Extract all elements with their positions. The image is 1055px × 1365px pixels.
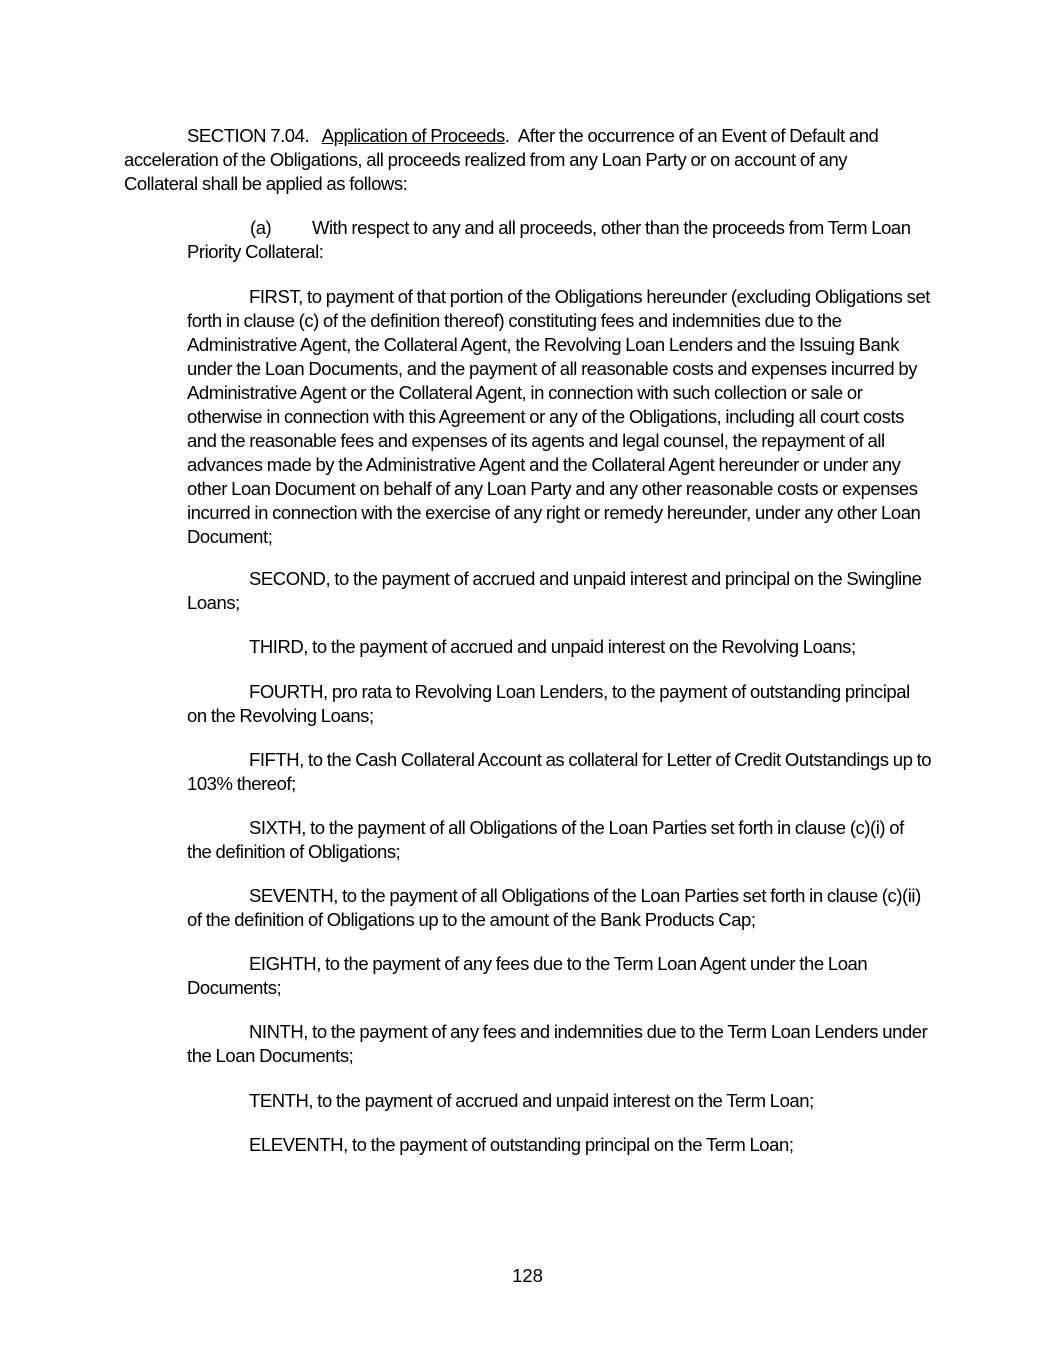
section-heading: Application of Proceeds (321, 125, 505, 146)
priority-item-first: FIRST, to payment of that portion of the Obligations hereunder (excluding Obligations set forth in clause (c) of the definition thereof) constituting fees and indemnities due to the Administrative Agent, the Collateral Agent, the Revolving Loan Lenders and the Issuing Bank under the Loan Documents, and the payment of all reasonable costs and expenses incurred by Administrative Agent or the Collateral Agent, in connection with such collection or sale or otherwise in connection with this Agreement or any of the Obligations, including all court costs and the reasonable fees and expenses of its agents and legal counsel, the repayment of all advances made by the Administrative Agent and the Collateral Agent hereunder or under any other Loan Document on behalf of any Loan Party and any other reasonable costs or expenses incurred in connection with the exercise of any right or remedy hereunder, under any other Loan Document; (187, 286, 930, 547)
priority-item-third: THIRD, to the payment of accrued and unpaid interest on the Revolving Loans; (249, 636, 856, 657)
priority-item-fifth: FIFTH, to the Cash Collateral Account as collateral for Letter of Credit Outstandings up to 103% thereof; (187, 749, 932, 794)
section-body: After the occurrence of an Event of Default and acceleration of the Obligations, all proceeds realized from any Loan Party or on account of any Collateral shall be applied as follows: (124, 125, 879, 194)
priority-item-seventh: SEVENTH, to the payment of all Obligations of the Loan Parties set forth in clause (c)(ii) of the definition of Obligations up to the amount of the Bank Products Cap; (187, 885, 921, 930)
section-paragraph (124, 124, 924, 196)
priority-item-fourth: FOURTH, pro rata to Revolving Loan Lenders, to the payment of outstanding principal on the Revolving Loans; (187, 681, 910, 726)
priority-item-eleventh: ELEVENTH, to the payment of outstanding principal on the Term Loan; (249, 1134, 794, 1155)
priority-item-ninth: NINTH, to the payment of any fees and indemnities due to the Term Loan Lenders under the Loan Documents; (187, 1021, 928, 1066)
priority-item-sixth: SIXTH, to the payment of all Obligations of the Loan Parties set forth in clause (c)(i) of the definition of Obligations; (187, 817, 904, 862)
section-heading-period: . (504, 125, 510, 146)
clause-a-label: (a) (250, 217, 272, 238)
priority-item-second: SECOND, to the payment of accrued and unpaid interest and principal on the Swingline Loans; (187, 568, 922, 613)
priority-item-tenth: TENTH, to the payment of accrued and unpaid interest on the Term Loan; (249, 1090, 814, 1111)
clause-a-text: With respect to any and all proceeds, other than the proceeds from Term Loan Priority Collateral: (187, 217, 911, 262)
clause-a-paragraph (187, 216, 927, 264)
section-number: SECTION 7.04. (187, 125, 310, 146)
page-number: 128 (512, 1265, 543, 1286)
priority-item-eighth: EIGHTH, to the payment of any fees due to the Term Loan Agent under the Loan Documents; (187, 953, 868, 998)
